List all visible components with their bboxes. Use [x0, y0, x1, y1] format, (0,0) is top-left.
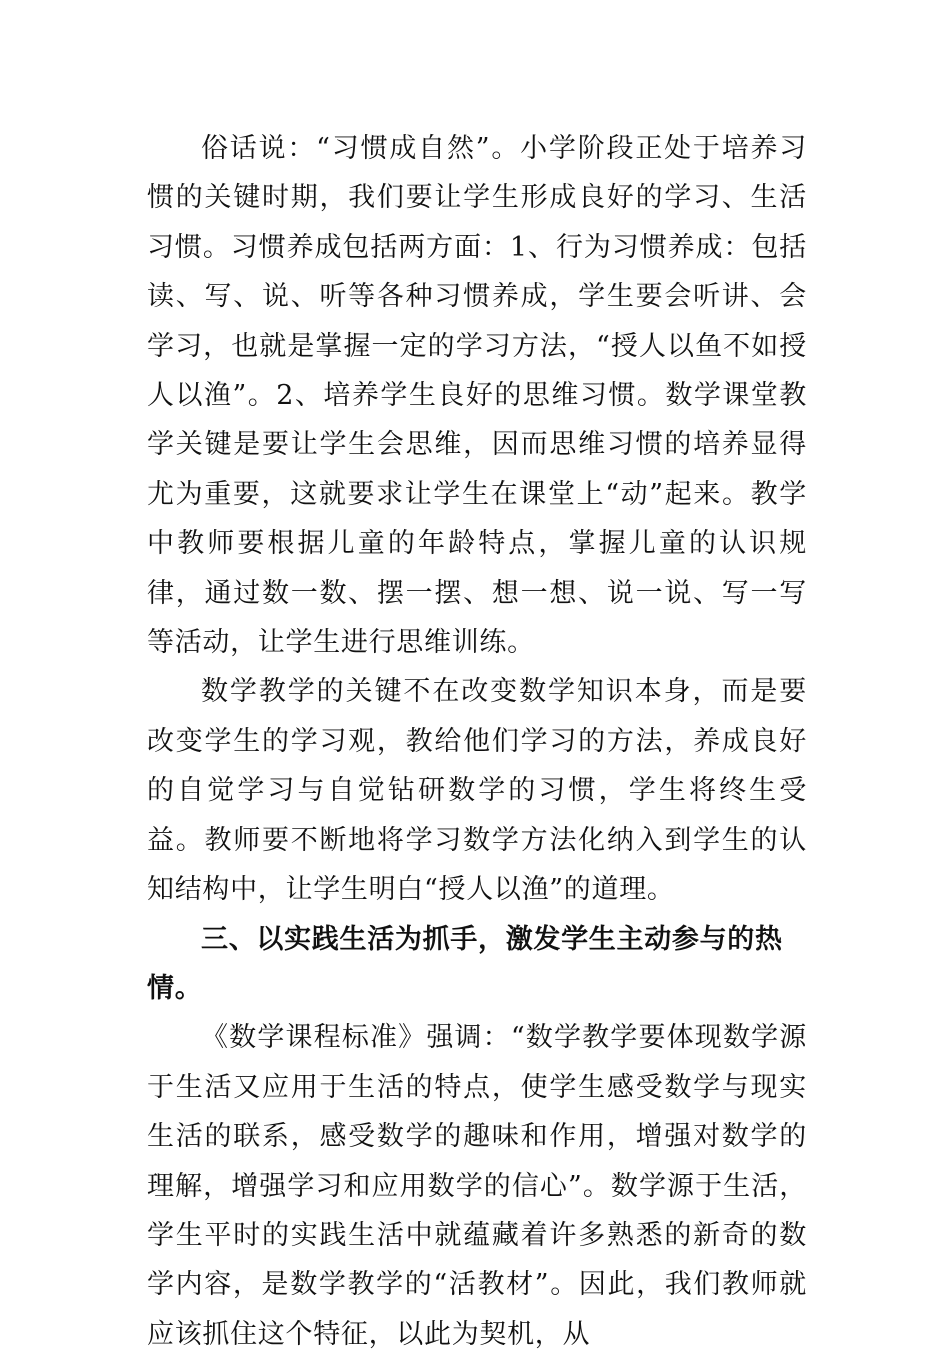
paragraph-curriculum-standard: 《数学课程标准》强调：“数学教学要体现数学源于生活又应用于生活的特点，使学生感受数学与现实生活的联系，感受数学的趣味和作用，增强对数学的理解，增强学习和应用数学的信心”。数学源于生活，学生平时的实践生活中就蕴藏着许多熟悉的新奇的数学内容，是数学教学的“活教材”。因此，我们教师就应该抓住这个特征，以此为契机，从	[147, 1022, 807, 1350]
document-page	[147, 124, 807, 1359]
section-heading-three: 三、以实践生活为抓手，激发学生主动参与的热情。	[147, 923, 783, 1004]
paragraph-habits: 俗话说：“习惯成自然”。小学阶段正处于培养习惯的关键时期，我们要让学生形成良好的学习、生活习惯。习惯养成包括两方面：1、行为习惯养成：包括读、写、说、听等各种习惯养成，学生要会听讲、会学习，也就是掌握一定的学习方法，“授人以鱼不如授人以渔”。2、培养学生良好的思维习惯。数学课堂教学关键是要让学生会思维，因而思维习惯的培养显得尤为重要，这就要求让学生在课堂上“动”起来。教学中教师要根据儿童的年龄特点，掌握儿童的认识规律，通过数一数、摆一摆、想一想、说一说、写一写等活动，让学生进行思维训练。	[147, 133, 807, 659]
paragraph-teaching-key: 数学教学的关键不在改变数学知识本身，而是要改变学生的学习观，教给他们学习的方法，养成良好的自觉学习与自觉钻研数学的习惯，学生将终生受益。教师要不断地将学习数学方法化纳入到学生的认知结构中，让学生明白“授人以渔”的道理。	[147, 676, 807, 906]
